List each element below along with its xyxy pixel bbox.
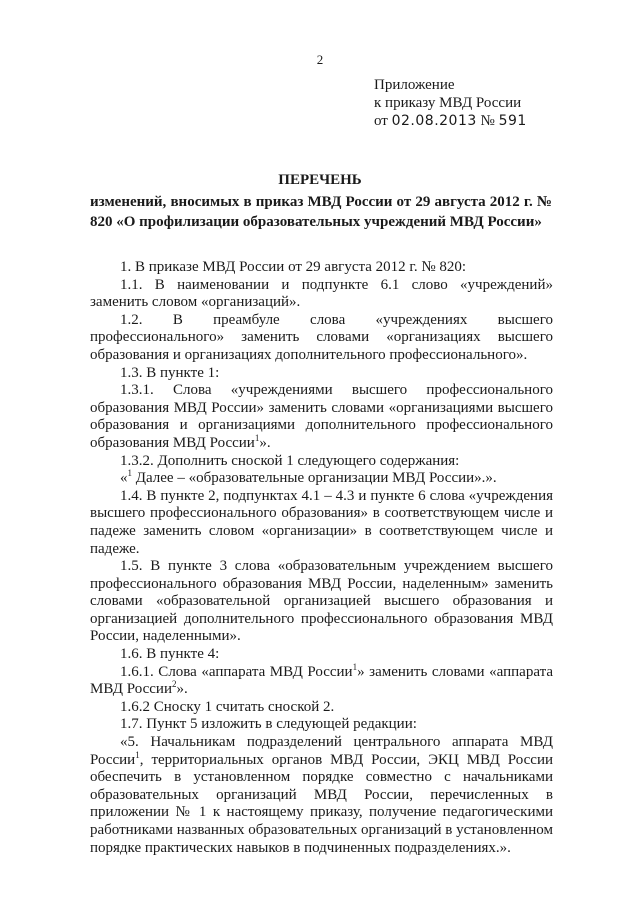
appendix-line-3: [374, 112, 527, 130]
paragraph-5-text-a: «5. Начальникам подразделений центрального аппарата МВД России: [90, 734, 553, 768]
paragraph-1-3-1-text: 1.3.1. Слова «учреждениями высшего профессионального образования МВД России» заменить словами «организациями высшего образования и организациями дополнительного профессионального образования МВД России: [90, 382, 553, 451]
paragraph-1-3-2: 1.3.2. Дополнить сноской 1 следующего содержания:: [120, 452, 460, 469]
paragraph-1-6-1-text-b: » заменить словами «аппарата МВД России: [90, 663, 553, 698]
footnote-open-quote: «: [120, 470, 128, 487]
paragraph-1-6-1-text-a: 1.6.1. Слова «аппарата МВД России: [120, 663, 353, 680]
footnote-mark: 1: [254, 432, 260, 443]
footnote-mark: 1: [135, 749, 140, 760]
appendix-block: [374, 76, 527, 130]
paragraph-1-4: 1.4. В пункте 2, подпунктах 4.1 – 4.3 и пункте 6 слова «учреждения высшего профессионального образования» в соответствующем числе и падеже заменить словом «организации» в соответствующем числе и падеже.: [90, 487, 553, 557]
paragraph-1-1: 1.1. В наименовании и подпункте 6.1 слово «учреждений» заменить словом «организаций».: [90, 276, 553, 311]
paragraph-1-3: 1.3. В пункте 1:: [120, 364, 220, 381]
footnote-text: [90, 470, 553, 488]
handwritten-number: 591: [498, 113, 527, 129]
appendix-line-1: Приложение: [374, 77, 455, 93]
paragraph-5-new: [90, 734, 553, 857]
document-body: [90, 259, 553, 857]
date-prefix: от: [374, 113, 388, 129]
paragraph-1: 1. В приказе МВД России от 29 августа 2012 г. № 820:: [120, 259, 467, 275]
document-title: ПЕРЕЧЕНЬ: [278, 172, 362, 188]
handwritten-date: 02.08.2013: [391, 113, 477, 129]
paragraph-1-6-1: [90, 661, 553, 699]
paragraph-1-3-1-end: ».: [259, 434, 271, 451]
page-number: 2: [316, 52, 324, 67]
paragraph-1-6: 1.6. В пункте 4:: [120, 646, 220, 663]
paragraph-5-text-b: , территориальных органов МВД России, ЭКЦ МВД России обеспечить в установленном порядке совместно с начальниками образовательных организаций МВД России, перечисленных в приложении № 1 к настоящему приказу, получение педагогическими работниками названных образовательных организаций в установленном порядке практических навыков в подчиненных подразделениях.».: [90, 751, 553, 856]
footnote-mark: 1: [352, 661, 358, 672]
number-sign: №: [480, 113, 495, 129]
document-subtitle: изменений, вносимых в приказ МВД России от 29 августа 2012 г. № 820 «О профилизации образовательных учреждений МВД России»: [90, 194, 552, 230]
paragraph-1-6-2: 1.6.2 Сноску 1 считать сноской 2.: [120, 698, 335, 715]
paragraph-1-3-1: [90, 382, 553, 452]
paragraph-1-7: 1.7. Пункт 5 изложить в следующей редакции:: [120, 716, 417, 733]
paragraph-1-2: 1.2. В преамбуле слова «учреждениях высшего профессионального» заменить словами «организациях высшего образования и организациях дополнительного профессионального».: [90, 311, 553, 363]
appendix-line-2: к приказу МВД России: [374, 95, 522, 111]
paragraph-1-5: 1.5. В пункте 3 слова «образовательным учреждением высшего профессионального образования МВД России, наделенным» заменить словами «образовательной организацией высшего образования и организацией дополнительного профессионального образования МВД России, наделенными».: [90, 558, 553, 645]
footnote-mark: 1: [127, 468, 132, 479]
footnote-content: Далее – «образовательные организации МВД России».».: [132, 470, 497, 487]
paragraph-1-6-1-end: ».: [176, 681, 188, 698]
footnote-mark: 2: [171, 679, 177, 690]
